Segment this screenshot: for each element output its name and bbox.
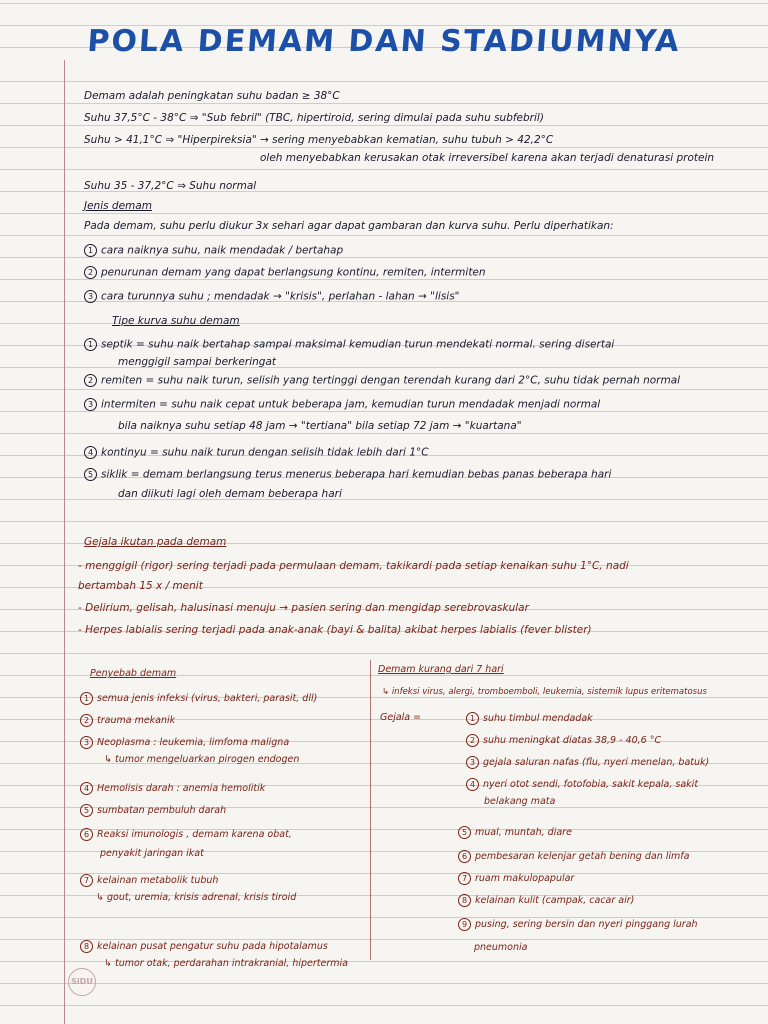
dk-item-9 xyxy=(458,918,698,931)
intro-line-2: Suhu 37,5°C - 38°C ⇒ "Sub febril" (TBC, hipertiroid, sering dimulai pada suhu subfebril) xyxy=(84,112,544,124)
number-marker: 2 xyxy=(84,266,97,279)
item-text: kelainan kulit (campak, cacar air) xyxy=(475,895,635,906)
penyebab-item-3-sub: ↳ tumor mengeluarkan pirogen endogen xyxy=(104,754,300,765)
item-text: siklik = demam berlangsung terus menerus beberapa hari kemudian bebas panas beberapa hari xyxy=(101,468,612,481)
point-text: penurunan demam yang dapat berlangsung kontinu, remiten, intermiten xyxy=(101,266,486,279)
point-text: cara turunnya suhu ; mendadak → "krisis", perlahan - lahan → "lisis" xyxy=(101,290,460,303)
item-text: semua jenis infeksi (virus, bakteri, parasit, dll) xyxy=(97,693,318,704)
penyebab-item-2 xyxy=(80,714,175,727)
jenis-demam-heading: Jenis demam xyxy=(84,200,152,212)
number-marker: 6 xyxy=(80,828,93,841)
jenis-point-1 xyxy=(84,244,343,258)
intro-line-5: Suhu 35 - 37,2°C ⇒ Suhu normal xyxy=(84,180,257,192)
number-marker: 2 xyxy=(80,714,93,727)
kurva-item-4 xyxy=(84,446,429,460)
item-text: pembesaran kelenjar getah bening dan limfa xyxy=(475,851,690,862)
item-text: kontinyu = suhu naik turun dengan selisih tidak lebih dari 1°C xyxy=(101,446,429,459)
item-text: suhu timbul mendadak xyxy=(483,713,593,724)
number-marker: 4 xyxy=(466,778,479,791)
item-text: sumbatan pembuluh darah xyxy=(97,805,227,816)
penyebab-item-4 xyxy=(80,782,265,795)
kurva-item-5-cont: dan diikuti lagi oleh demam beberapa hari xyxy=(118,488,342,500)
point-text: cara naiknya suhu, naik mendadak / bertahap xyxy=(101,244,344,257)
penyebab-item-8-sub: ↳ tumor otak, perdarahan intrakranial, hipertermia xyxy=(104,958,348,969)
item-text: suhu meningkat diatas 38,9 - 40,6 °C xyxy=(483,735,662,746)
number-marker: 1 xyxy=(84,338,97,351)
penyebab-item-3 xyxy=(80,736,289,749)
number-marker: 4 xyxy=(80,782,93,795)
penyebab-item-1 xyxy=(80,692,317,705)
kurva-item-3 xyxy=(84,398,600,412)
gejala-line-3: - Delirium, gelisah, halusinasi menuju → pasien sering dan mengidap serebrovaskular xyxy=(78,602,529,614)
gejala-line-1: - menggigil (rigor) sering terjadi pada permulaan demam, takikardi pada setiap kenaikan suhu 1°C, nadi xyxy=(78,560,629,572)
kurva-item-3-cont: bila naiknya suhu setiap 48 jam → "tertiana" bila setiap 72 jam → "kuartana" xyxy=(118,420,522,432)
demam-kurang-sub: ↳ infeksi virus, alergi, tromboemboli, leukemia, sistemik lupus eritematosus xyxy=(382,687,707,697)
item-text: kelainan metabolik tubuh xyxy=(97,875,219,886)
number-marker: 8 xyxy=(80,940,93,953)
number-marker: 3 xyxy=(84,398,97,411)
dk-item-5 xyxy=(458,826,572,839)
margin-line xyxy=(64,60,65,1024)
item-text: kelainan pusat pengatur suhu pada hipotalamus xyxy=(97,941,328,952)
jenis-demam-lead: Pada demam, suhu perlu diukur 3x sehari agar dapat gambaran dan kurva suhu. Perlu diperhatikan: xyxy=(84,220,614,232)
column-divider xyxy=(370,660,371,960)
number-marker: 2 xyxy=(84,374,97,387)
number-marker: 8 xyxy=(458,894,471,907)
item-text: remiten = suhu naik turun, selisih yang tertinggi dengan terendah kurang dari 2°C, suhu tidak pernah normal xyxy=(101,374,681,387)
dk-item-8 xyxy=(458,894,634,907)
item-text: intermiten = suhu naik cepat untuk beberapa jam, kemudian turun mendadak menjadi normal xyxy=(101,398,601,411)
dk-item-10: pneumonia xyxy=(474,942,528,953)
number-marker: 1 xyxy=(84,244,97,257)
gejala-line-4: - Herpes labialis sering terjadi pada anak-anak (bayi & balita) akibat herpes labialis (fever blister) xyxy=(78,624,592,636)
number-marker: 7 xyxy=(80,874,93,887)
item-text: gejala saluran nafas (flu, nyeri menelan, batuk) xyxy=(483,757,710,768)
penyebab-heading: Penyebab demam xyxy=(90,668,177,679)
dk-item-4-sub: belakang mata xyxy=(484,796,556,807)
item-text: Neoplasma : leukemia, limfoma maligna xyxy=(97,737,290,748)
penyebab-item-7-sub: ↳ gout, uremia, krisis adrenal, krisis tiroid xyxy=(96,892,297,903)
dk-item-1 xyxy=(466,712,593,725)
number-marker: 3 xyxy=(80,736,93,749)
item-text: mual, muntah, diare xyxy=(475,827,572,838)
tipe-kurva-heading: Tipe kurva suhu demam xyxy=(112,315,240,327)
item-text: ruam makulopapular xyxy=(475,873,575,884)
number-marker: 3 xyxy=(466,756,479,769)
page-title: POLA DEMAM DAN STADIUMNYA xyxy=(86,24,682,59)
intro-line-4: oleh menyebabkan kerusakan otak irreversibel karena akan terjadi denaturasi protein xyxy=(260,152,715,164)
dk-item-4 xyxy=(466,778,698,791)
dk-item-6 xyxy=(458,850,689,863)
item-text: nyeri otot sendi, fotofobia, sakit kepala, sakit xyxy=(483,779,699,790)
item-text: Hemolisis darah : anemia hemolitik xyxy=(97,783,266,794)
number-marker: 5 xyxy=(80,804,93,817)
number-marker: 4 xyxy=(84,446,97,459)
gejala-label: Gejala = xyxy=(380,712,422,723)
jenis-point-3 xyxy=(84,290,460,304)
item-text: pusing, sering bersin dan nyeri pinggang lurah xyxy=(475,919,698,930)
kurva-item-5 xyxy=(84,468,611,482)
gejala-heading: Gejala ikutan pada demam xyxy=(84,536,227,548)
intro-line-3: Suhu > 41,1°C ⇒ "Hiperpireksia" → sering menyebabkan kematian, suhu tubuh > 42,2°C xyxy=(84,134,554,146)
number-marker: 5 xyxy=(84,468,97,481)
number-marker: 9 xyxy=(458,918,471,931)
dk-item-2 xyxy=(466,734,661,747)
gejala-line-2: bertambah 15 x / menit xyxy=(78,580,203,592)
number-marker: 3 xyxy=(84,290,97,303)
item-text: septik = suhu naik bertahap sampai maksimal kemudian turun mendekati normal. sering disertai xyxy=(101,338,615,351)
kurva-item-1-cont: menggigil sampai berkeringat xyxy=(118,356,277,368)
penyebab-item-8 xyxy=(80,940,328,953)
penyebab-item-6 xyxy=(80,828,292,841)
demam-kurang-heading: Demam kurang dari 7 hari xyxy=(378,664,504,675)
kurva-item-2 xyxy=(84,374,680,388)
dk-item-7 xyxy=(458,872,574,885)
number-marker: 5 xyxy=(458,826,471,839)
number-marker: 2 xyxy=(466,734,479,747)
dk-item-3 xyxy=(466,756,709,769)
number-marker: 7 xyxy=(458,872,471,885)
number-marker: 6 xyxy=(458,850,471,863)
penyebab-item-7 xyxy=(80,874,218,887)
jenis-point-2 xyxy=(84,266,486,280)
brand-logo: SiDU xyxy=(68,968,96,996)
intro-line-1: Demam adalah peningkatan suhu badan ≥ 38°C xyxy=(84,90,340,102)
item-text: trauma mekanik xyxy=(97,715,176,726)
kurva-item-1 xyxy=(84,338,614,352)
penyebab-item-6-sub: penyakit jaringan ikat xyxy=(100,848,204,859)
number-marker: 1 xyxy=(466,712,479,725)
penyebab-item-5 xyxy=(80,804,226,817)
item-text: Reaksi imunologis , demam karena obat, xyxy=(97,829,292,840)
number-marker: 1 xyxy=(80,692,93,705)
